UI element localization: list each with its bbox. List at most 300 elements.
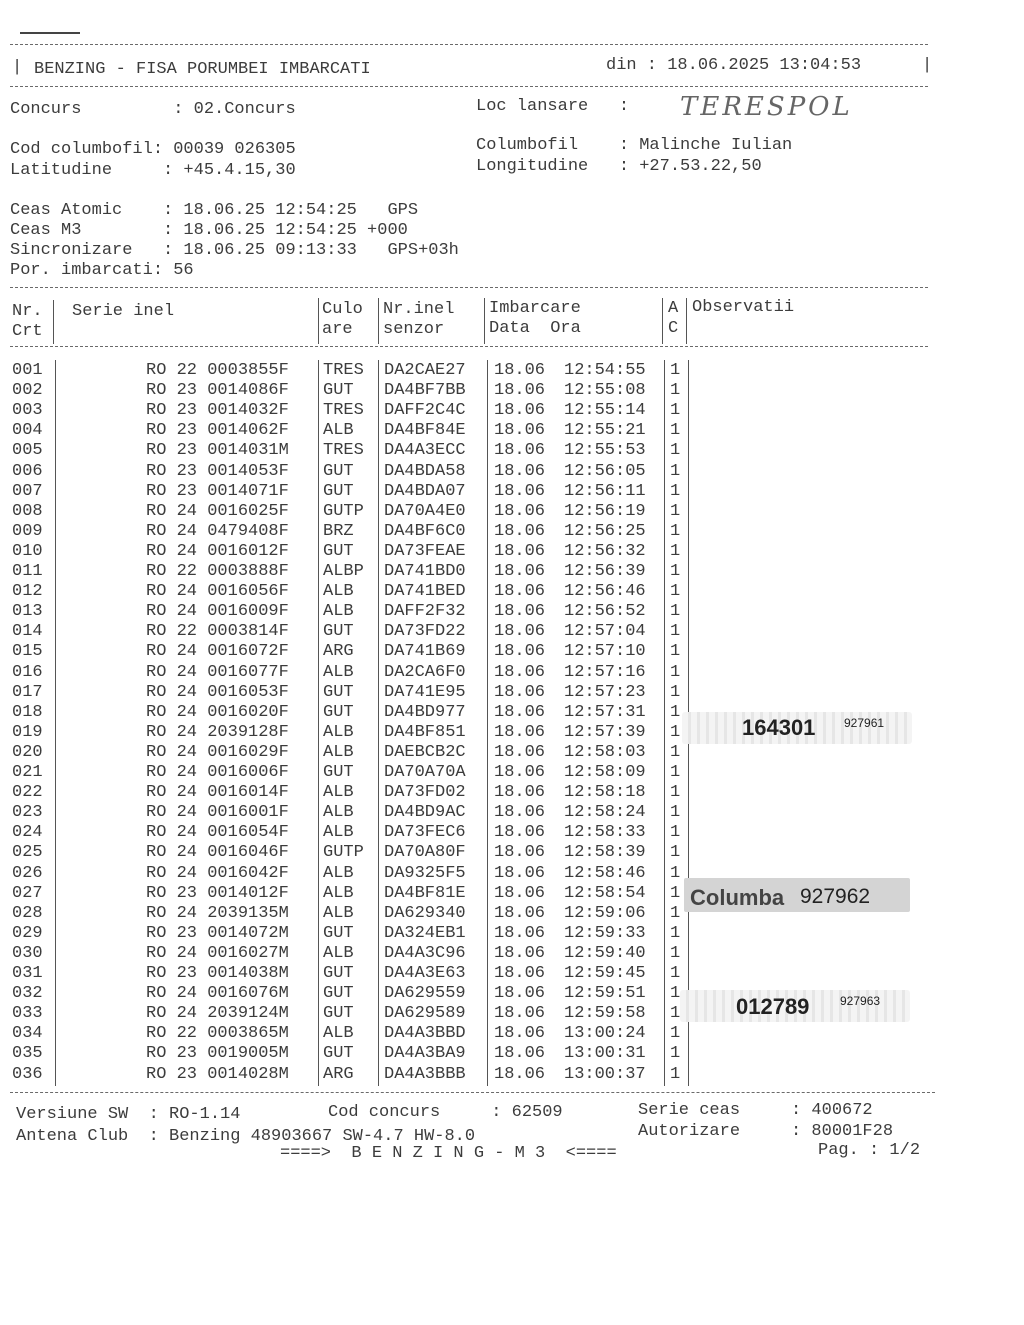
row-ac: 1 [670, 783, 681, 803]
row-ora: 12:55:14 [564, 401, 646, 421]
row-serie-inel: RO 23 0014072M [146, 923, 289, 943]
row-data: 18.06 [494, 923, 546, 943]
row-serie-inel: RO 22 0003888F [146, 562, 289, 581]
row-nr: 014 [12, 622, 43, 642]
row-ora: 12:58:54 [564, 883, 646, 903]
row-ac: 1 [670, 461, 681, 481]
row-nr: 030 [12, 943, 43, 963]
row-serie-inel: RO 24 2039124M [146, 1004, 289, 1024]
row-culoare: GUTP [323, 843, 364, 863]
concurs-field: Concurs : 02.Concurs [10, 100, 296, 119]
row-ac: 1 [670, 501, 681, 521]
col-header-nrinel: Nr.inel [383, 300, 455, 319]
row-serie-inel: RO 23 0014071F [146, 481, 289, 501]
row-nr: 035 [12, 1044, 43, 1064]
row-serie-inel: RO 24 0016077F [146, 662, 289, 682]
row-data: 18.06 [494, 682, 546, 702]
row-nr: 017 [12, 682, 43, 702]
row-culoare: ARG [323, 642, 354, 662]
row-senzor: DA324EB1 [384, 923, 466, 943]
row-serie-inel: RO 23 0014032F [146, 401, 289, 421]
col-divider [318, 360, 319, 1086]
row-data: 18.06 [494, 501, 546, 521]
row-ora: 12:55:53 [564, 441, 646, 461]
row-culoare: BRZ [323, 521, 354, 541]
col-header-a: A [668, 299, 679, 318]
row-ora: 12:56:39 [564, 562, 646, 581]
row-nr: 034 [12, 1024, 43, 1044]
row-data: 18.06 [494, 421, 546, 441]
row-culoare: GUT [323, 541, 354, 561]
row-culoare: ALBP [323, 562, 364, 581]
row-senzor: DA9325F5 [384, 863, 466, 883]
row-nr: 001 [12, 361, 43, 380]
row-culoare: GUT [323, 1004, 354, 1024]
versiune-sw: Versiune SW : RO-1.14 [16, 1105, 241, 1124]
row-ac: 1 [670, 421, 681, 441]
row-ora: 12:58:39 [564, 843, 646, 863]
row-serie-inel: RO 23 0014028M [146, 1064, 289, 1084]
row-ora: 12:57:16 [564, 662, 646, 682]
row-ora: 12:56:05 [564, 461, 646, 481]
row-nr: 023 [12, 803, 43, 823]
row-ora: 12:58:33 [564, 823, 646, 843]
row-ac: 1 [670, 763, 681, 782]
row-ac: 1 [670, 843, 681, 863]
row-serie-inel: RO 23 0014062F [146, 421, 289, 441]
loc-lansare-label: Loc lansare : [476, 97, 630, 116]
sticker-brand-text: Columba [690, 885, 785, 910]
row-culoare: TRES [323, 441, 364, 461]
row-ora: 13:00:31 [564, 1044, 646, 1064]
col-divider [686, 298, 687, 344]
row-ora: 12:59:33 [564, 923, 646, 943]
row-ora: 12:56:52 [564, 602, 646, 622]
col-header-observatii: Observatii [692, 298, 795, 317]
row-ora: 12:56:11 [564, 481, 646, 501]
row-ac: 1 [670, 803, 681, 823]
row-serie-inel: RO 23 0014012F [146, 883, 289, 903]
top-dashed-rule [10, 44, 928, 45]
col-header-c: C [668, 319, 679, 338]
row-nr: 002 [12, 381, 43, 401]
row-data: 18.06 [494, 964, 546, 983]
row-data: 18.06 [494, 361, 546, 380]
col-header-serie: Serie inel [72, 302, 175, 321]
col-header-senzor: senzor [383, 320, 445, 339]
row-data: 18.06 [494, 1044, 546, 1064]
row-nr: 016 [12, 662, 43, 682]
sticker-main-number: 012789 [736, 994, 810, 1019]
row-nr: 004 [12, 421, 43, 441]
brand-banner: ====> B E N Z I N G - M 3 <==== [280, 1144, 617, 1163]
row-senzor: DA741BD0 [384, 562, 466, 581]
row-serie-inel: RO 24 2039135M [146, 903, 289, 923]
cod-columbofil-field: Cod columbofil: 00039 026305 [10, 140, 296, 159]
row-nr: 013 [12, 602, 43, 622]
loc-lansare-handwritten: TERESPOL [680, 92, 853, 122]
row-nr: 024 [12, 823, 43, 843]
row-culoare: ALB [323, 863, 354, 883]
row-data: 18.06 [494, 662, 546, 682]
row-ora: 12:55:21 [564, 421, 646, 441]
row-ac: 1 [670, 742, 681, 762]
ring-sticker [684, 878, 910, 912]
row-nr: 020 [12, 742, 43, 762]
row-senzor: DAFF2F32 [384, 602, 466, 622]
row-data: 18.06 [494, 521, 546, 541]
row-serie-inel: RO 24 0016053F [146, 682, 289, 702]
row-culoare: TRES [323, 401, 364, 421]
sticker-small-number: 927962 [800, 885, 871, 908]
row-culoare: ALB [323, 783, 354, 803]
row-data: 18.06 [494, 602, 546, 622]
row-senzor: DA4BDA58 [384, 461, 466, 481]
row-culoare: ALB [323, 662, 354, 682]
row-culoare: ALB [323, 421, 354, 441]
row-senzor: DA4A3BBD [384, 1024, 466, 1044]
row-ac: 1 [670, 662, 681, 682]
row-serie-inel: RO 24 0016006F [146, 763, 289, 782]
row-serie-inel: RO 24 0479408F [146, 521, 289, 541]
sticker-small-number: 927963 [840, 994, 881, 1008]
row-serie-inel: RO 24 0016076M [146, 984, 289, 1004]
row-data: 18.06 [494, 843, 546, 863]
row-senzor: DA629559 [384, 984, 466, 1004]
row-ac: 1 [670, 943, 681, 963]
row-serie-inel: RO 22 0003814F [146, 622, 289, 642]
row-nr: 012 [12, 582, 43, 602]
col-header-imbarcare: Imbarcare [489, 299, 581, 318]
row-culoare: ALB [323, 823, 354, 843]
row-nr: 026 [12, 863, 43, 883]
col-divider [484, 298, 485, 344]
row-data: 18.06 [494, 381, 546, 401]
row-ac: 1 [670, 521, 681, 541]
latitudine-field: Latitudine : +45.4.15,30 [10, 161, 296, 180]
row-culoare: GUT [323, 984, 354, 1004]
header-dashed-rule [10, 86, 928, 87]
row-serie-inel: RO 23 0014086F [146, 381, 289, 401]
row-ac: 1 [670, 361, 681, 380]
row-culoare: ALB [323, 602, 354, 622]
row-nr: 007 [12, 481, 43, 501]
row-serie-inel: RO 24 0016014F [146, 783, 289, 803]
row-senzor: DAEBCB2C [384, 742, 466, 762]
row-culoare: GUT [323, 702, 354, 722]
row-senzor: DA2CA6F0 [384, 662, 466, 682]
row-ora: 12:58:46 [564, 863, 646, 883]
row-nr: 018 [12, 702, 43, 722]
row-ac: 1 [670, 582, 681, 602]
row-nr: 021 [12, 763, 43, 782]
row-data: 18.06 [494, 1004, 546, 1024]
ceas-atomic-field: Ceas Atomic : 18.06.25 12:54:25 GPS [10, 201, 419, 220]
row-ac: 1 [670, 602, 681, 622]
row-senzor: DA4A3E63 [384, 964, 466, 983]
row-culoare: ALB [323, 722, 354, 742]
row-data: 18.06 [494, 541, 546, 561]
row-nr: 015 [12, 642, 43, 662]
row-serie-inel: RO 24 0016054F [146, 823, 289, 843]
row-data: 18.06 [494, 763, 546, 782]
row-ora: 12:57:10 [564, 642, 646, 662]
row-data: 18.06 [494, 984, 546, 1004]
row-ora: 12:56:32 [564, 541, 646, 561]
row-ora: 12:59:51 [564, 984, 646, 1004]
row-serie-inel: RO 23 0014038M [146, 964, 289, 983]
row-culoare: GUTP [323, 501, 364, 521]
serie-ceas: Serie ceas : 400672 [638, 1101, 873, 1120]
row-data: 18.06 [494, 401, 546, 421]
row-senzor: DA4BF84E [384, 421, 466, 441]
ring-sticker [680, 990, 910, 1022]
row-nr: 033 [12, 1004, 43, 1024]
row-serie-inel: RO 24 0016027M [146, 943, 289, 963]
row-ora: 12:59:40 [564, 943, 646, 963]
row-ora: 12:58:24 [564, 803, 646, 823]
row-serie-inel: RO 24 0016056F [146, 582, 289, 602]
row-senzor: DA70A4E0 [384, 501, 466, 521]
sticker-small-number: 927961 [844, 716, 885, 730]
row-culoare: GUT [323, 1044, 354, 1064]
row-ac: 1 [670, 823, 681, 843]
row-culoare: ALB [323, 803, 354, 823]
row-ac: 1 [670, 562, 681, 581]
row-ac: 1 [670, 642, 681, 662]
row-ac: 1 [670, 1024, 681, 1044]
col-divider [664, 360, 665, 1086]
row-data: 18.06 [494, 642, 546, 662]
table-top-dashed-rule [10, 287, 928, 288]
col-divider [378, 298, 379, 344]
row-ac: 1 [670, 381, 681, 401]
row-nr: 006 [12, 461, 43, 481]
row-senzor: DA2CAE27 [384, 361, 466, 380]
row-serie-inel: RO 24 0016012F [146, 541, 289, 561]
row-senzor: DA4BDA07 [384, 481, 466, 501]
row-nr: 036 [12, 1064, 43, 1084]
header-right-border: | [922, 56, 933, 75]
row-serie-inel: RO 24 0016020F [146, 702, 289, 722]
row-senzor: DA73FD22 [384, 622, 466, 642]
row-nr: 031 [12, 964, 43, 983]
ceas-m3-field: Ceas M3 : 18.06.25 12:54:25 +000 [10, 221, 408, 240]
row-ora: 12:57:04 [564, 622, 646, 642]
row-ac: 1 [670, 863, 681, 883]
row-ac: 1 [670, 401, 681, 421]
row-senzor: DA73FD02 [384, 783, 466, 803]
row-senzor: DA4BF7BB [384, 381, 466, 401]
row-ac: 1 [670, 441, 681, 461]
row-culoare: GUT [323, 682, 354, 702]
row-culoare: ALB [323, 943, 354, 963]
row-serie-inel: RO 24 0016025F [146, 501, 289, 521]
row-ora: 12:59:58 [564, 1004, 646, 1024]
row-serie-inel: RO 23 0014053F [146, 461, 289, 481]
scan-mark [20, 32, 80, 34]
row-serie-inel: RO 24 2039128F [146, 722, 289, 742]
page-number: Pag. : 1/2 [818, 1141, 921, 1160]
row-senzor: DA70A70A [384, 763, 466, 782]
autorizare: Autorizare : 80001F28 [638, 1122, 894, 1141]
row-ac: 1 [670, 1044, 681, 1064]
row-ora: 12:57:23 [564, 682, 646, 702]
row-data: 18.06 [494, 461, 546, 481]
row-ora: 13:00:24 [564, 1024, 646, 1044]
row-data: 18.06 [494, 481, 546, 501]
row-ac: 1 [670, 682, 681, 702]
row-serie-inel: RO 24 0016029F [146, 742, 289, 762]
header-left-border: | [12, 58, 23, 77]
row-senzor: DA4A3C96 [384, 943, 466, 963]
col-header-culo: Culo [322, 300, 363, 319]
row-culoare: ALB [323, 742, 354, 762]
row-senzor: DA741E95 [384, 682, 466, 702]
row-nr: 010 [12, 541, 43, 561]
row-nr: 029 [12, 923, 43, 943]
col-header-are: are [322, 320, 353, 339]
row-ora: 12:55:08 [564, 381, 646, 401]
row-ora: 12:56:19 [564, 501, 646, 521]
row-culoare: GUT [323, 381, 354, 401]
row-nr: 022 [12, 783, 43, 803]
row-senzor: DA4BD9AC [384, 803, 466, 823]
row-nr: 027 [12, 883, 43, 903]
row-senzor: DA629340 [384, 903, 466, 923]
row-data: 18.06 [494, 742, 546, 762]
row-culoare: ALB [323, 883, 354, 903]
row-serie-inel: RO 22 0003865M [146, 1024, 289, 1044]
row-culoare: TRES [323, 361, 364, 380]
row-senzor: DAFF2C4C [384, 401, 466, 421]
table-header-dashed-rule [10, 346, 928, 347]
row-culoare: GUT [323, 622, 354, 642]
row-senzor: DA4BF81E [384, 883, 466, 903]
row-ac: 1 [670, 1064, 681, 1084]
sticker-main-number: 164301 [742, 715, 816, 740]
row-ac: 1 [670, 481, 681, 501]
row-ora: 12:59:06 [564, 903, 646, 923]
ring-sticker [682, 712, 912, 744]
row-nr: 025 [12, 843, 43, 863]
col-divider [55, 360, 56, 1086]
row-senzor: DA4BD977 [384, 702, 466, 722]
row-ora: 12:57:39 [564, 722, 646, 742]
row-culoare: GUT [323, 481, 354, 501]
col-divider [487, 360, 488, 1086]
col-divider [318, 298, 319, 344]
row-culoare: GUT [323, 964, 354, 983]
row-senzor: DA4A3BBB [384, 1064, 466, 1084]
row-senzor: DA4A3ECC [384, 441, 466, 461]
row-senzor: DA73FEAE [384, 541, 466, 561]
row-ac: 1 [670, 903, 681, 923]
row-culoare: GUT [323, 763, 354, 782]
row-nr: 003 [12, 401, 43, 421]
row-culoare: ALB [323, 903, 354, 923]
row-data: 18.06 [494, 883, 546, 903]
row-data: 18.06 [494, 1024, 546, 1044]
row-data: 18.06 [494, 702, 546, 722]
row-senzor: DA741B69 [384, 642, 466, 662]
row-data: 18.06 [494, 803, 546, 823]
row-ac: 1 [670, 964, 681, 983]
cod-concurs: Cod concurs : 62509 [328, 1103, 563, 1122]
row-data: 18.06 [494, 622, 546, 642]
columbofil-field: Columbofil : Malinche Iulian [476, 136, 793, 155]
page-title: BENZING - FISA PORUMBEI IMBARCATI [34, 60, 371, 79]
row-data: 18.06 [494, 903, 546, 923]
row-ora: 12:58:03 [564, 742, 646, 762]
row-serie-inel: RO 23 0019005M [146, 1044, 289, 1064]
row-serie-inel: RO 24 0016046F [146, 843, 289, 863]
row-culoare: GUT [323, 923, 354, 943]
row-senzor: DA70A80F [384, 843, 466, 863]
col-divider [662, 298, 663, 344]
row-nr: 032 [12, 984, 43, 1004]
row-serie-inel: RO 24 0016072F [146, 642, 289, 662]
row-ora: 12:57:31 [564, 702, 646, 722]
row-senzor: DA4BF851 [384, 722, 466, 742]
row-nr: 005 [12, 441, 43, 461]
row-data: 18.06 [494, 823, 546, 843]
row-ora: 12:59:45 [564, 964, 646, 983]
col-divider [53, 300, 54, 344]
row-ac: 1 [670, 702, 681, 722]
row-nr: 008 [12, 501, 43, 521]
antena-club: Antena Club : Benzing 48903667 SW-4.7 HW-8.0 [16, 1127, 476, 1146]
row-ora: 12:58:18 [564, 783, 646, 803]
row-senzor: DA4A3BA9 [384, 1044, 466, 1064]
row-ac: 1 [670, 541, 681, 561]
row-culoare: GUT [323, 461, 354, 481]
row-ora: 12:56:25 [564, 521, 646, 541]
row-senzor: DA629589 [384, 1004, 466, 1024]
row-data: 18.06 [494, 943, 546, 963]
print-date: din : 18.06.2025 13:04:53 [606, 56, 862, 75]
por-imbarcati-field: Por. imbarcati: 56 [10, 261, 194, 280]
row-data: 18.06 [494, 582, 546, 602]
col-header-crt: Crt [12, 322, 43, 341]
row-data: 18.06 [494, 783, 546, 803]
row-ac: 1 [670, 883, 681, 903]
row-nr: 028 [12, 903, 43, 923]
row-ora: 13:00:37 [564, 1064, 646, 1084]
row-data: 18.06 [494, 562, 546, 581]
row-senzor: DA73FEC6 [384, 823, 466, 843]
col-divider [378, 360, 379, 1086]
row-data: 18.06 [494, 441, 546, 461]
row-ac: 1 [670, 1004, 681, 1024]
row-ac: 1 [670, 923, 681, 943]
longitudine-field: Longitudine : +27.53.22,50 [476, 157, 762, 176]
row-senzor: DA741BED [384, 582, 466, 602]
row-culoare: ARG [323, 1064, 354, 1084]
footer-dashed-rule [10, 1092, 935, 1093]
col-header-nr: Nr. [12, 302, 43, 321]
row-nr: 019 [12, 722, 43, 742]
row-senzor: DA4BF6C0 [384, 521, 466, 541]
row-ora: 12:58:09 [564, 763, 646, 782]
row-serie-inel: RO 22 0003855F [146, 361, 289, 380]
row-culoare: ALB [323, 582, 354, 602]
row-nr: 009 [12, 521, 43, 541]
row-ora: 12:56:46 [564, 582, 646, 602]
row-data: 18.06 [494, 1064, 546, 1084]
row-ac: 1 [670, 722, 681, 742]
row-ora: 12:54:55 [564, 361, 646, 380]
